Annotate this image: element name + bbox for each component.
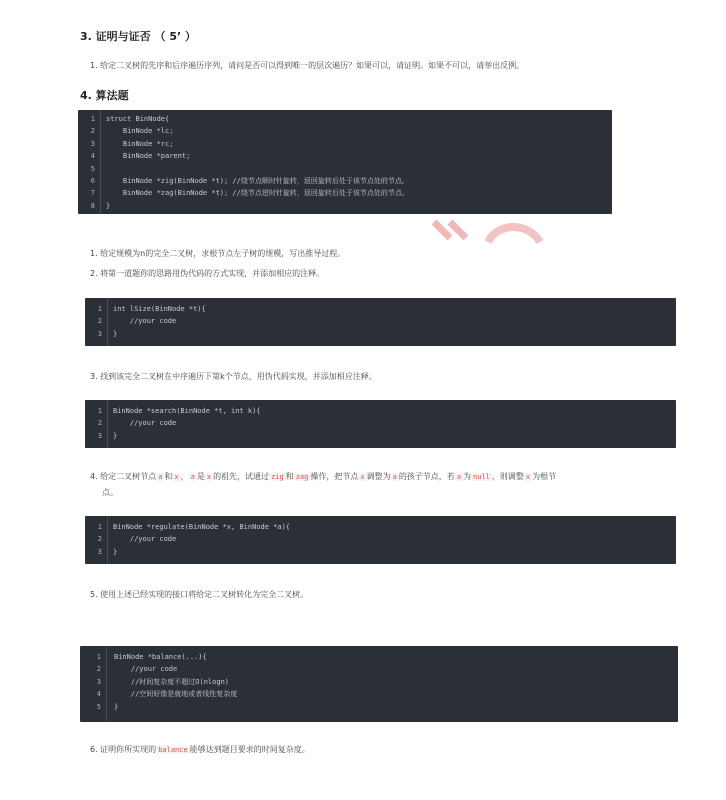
inline-code: x (525, 473, 531, 481)
code-line: //your code (113, 419, 177, 428)
code-block-lsize (85, 298, 676, 346)
line-number: 4 (90, 152, 95, 161)
line-numbers (85, 400, 108, 448)
code-line: //空间好像是就地或者线性复杂度 (114, 690, 238, 699)
inline-code: a (392, 473, 397, 481)
line-number: 1 (97, 305, 102, 313)
inline-code: null (473, 473, 490, 481)
code-line: } (114, 702, 119, 711)
inline-code: a (456, 473, 462, 481)
code-text (113, 516, 672, 558)
question-1: 1. 给定规模为n的完全二叉树，求根节点左子树的规模，写出推导过程。 (90, 249, 346, 258)
section3-title: 3. 证明与证否 （ 5’ ） (80, 30, 196, 43)
code-line: BinNode *zig(BinNode *t); //绕节点顺时针旋转，返回旋转后处于该节点处的节点。 (106, 176, 409, 185)
code-line: BinNode *rc; (106, 139, 174, 148)
code-line: } (113, 329, 118, 338)
code-line: //时间复杂度不超过O(nlogn) (114, 677, 230, 686)
line-number: 2 (97, 535, 102, 544)
inline-code: zig (271, 473, 284, 481)
section3-question-1: 1. 给定二叉树的先序和后序遍历序列，请问是否可以得到唯一的层次遍历？如果可以，请证明。如果不可以，请举出反例。 (90, 61, 525, 70)
code-text (113, 298, 672, 340)
line-number: 3 (96, 677, 101, 686)
line-numbers (78, 110, 101, 214)
inline-code: x (206, 473, 212, 481)
code-line: BinNode *parent; (106, 152, 191, 161)
line-numbers (85, 516, 108, 564)
code-line: BinNode *search(BinNode *t, int k){ (113, 407, 261, 415)
line-number: 2 (90, 127, 95, 136)
code-line: //your code (114, 665, 178, 674)
code-line: BinNode *lc; (106, 127, 174, 136)
inline-code: a (190, 473, 195, 481)
code-line (106, 163, 608, 175)
code-block-struct (78, 110, 612, 214)
line-number: 1 (97, 523, 102, 531)
question-5: 5. 使用上述已经实现的接口将给定二叉树转化为完全二叉树。 (90, 590, 309, 599)
question-4-continuation: 点。 (102, 488, 118, 497)
line-number: 5 (90, 164, 95, 173)
code-block-regulate (85, 516, 676, 564)
inline-code: balance (158, 746, 188, 754)
line-number: 2 (97, 317, 102, 326)
line-number: 1 (96, 653, 101, 661)
line-number: 5 (96, 702, 101, 711)
line-number: 2 (96, 665, 101, 674)
line-number: 3 (97, 547, 102, 556)
code-line: BinNode *zag(BinNode *t); //绕节点逆时针旋转，返回旋转后处于该节点处的节点。 (106, 189, 409, 198)
line-number: 1 (90, 115, 95, 123)
inline-code: zag (295, 473, 309, 481)
watermark-logo-icon (428, 218, 548, 244)
code-line: //your code (113, 535, 177, 544)
code-block-balance (80, 646, 678, 722)
line-number: 7 (90, 189, 95, 198)
code-line: //your code (113, 317, 177, 326)
code-text (113, 400, 672, 442)
code-block-search (85, 400, 676, 448)
line-numbers (80, 646, 107, 722)
line-number: 1 (97, 407, 102, 415)
line-number: 6 (90, 176, 95, 185)
code-line: } (106, 201, 111, 210)
code-text (114, 646, 674, 713)
line-number: 8 (90, 201, 95, 210)
line-number: 4 (96, 690, 101, 699)
line-number: 3 (97, 329, 102, 338)
section4-title: 4. 算法题 (80, 89, 129, 102)
code-text (106, 110, 608, 212)
line-number: 2 (97, 419, 102, 428)
code-line: BinNode *regulate(BinNode *x, BinNode *a){ (113, 523, 291, 531)
line-numbers (85, 298, 108, 346)
line-number: 3 (97, 431, 102, 440)
question-6: 6. 证明你所实现的 balance 能够达到题目要求的时间复杂度。 (90, 745, 310, 754)
code-line: struct BinNode{ (106, 115, 170, 123)
code-line: } (113, 547, 118, 556)
code-line: BinNode *balance(...){ (114, 653, 207, 661)
inline-code: a (158, 473, 163, 481)
inline-code: x (174, 473, 179, 481)
question-3: 3. 找到该完全二叉树在中序遍历下第k个节点，用伪代码实现，并添加相应注释。 (90, 372, 377, 381)
code-line: } (113, 431, 118, 440)
line-number: 3 (90, 139, 95, 148)
question-4: 4. 给定二叉树节点 a 和 x ， a 是 x 的祖先，试通过 zig 和 zag 操作，把节点 x 调整为 a 的孩子节点，若 a 为 null ，则调整 x 为根节 点。 (90, 469, 676, 500)
code-line: int lSize(BinNode *t){ (113, 305, 206, 313)
question-2: 2. 将第一道题你的思路用伪代码的方式实现，并添加相应的注释。 (90, 269, 325, 278)
inline-code: x (360, 473, 365, 481)
